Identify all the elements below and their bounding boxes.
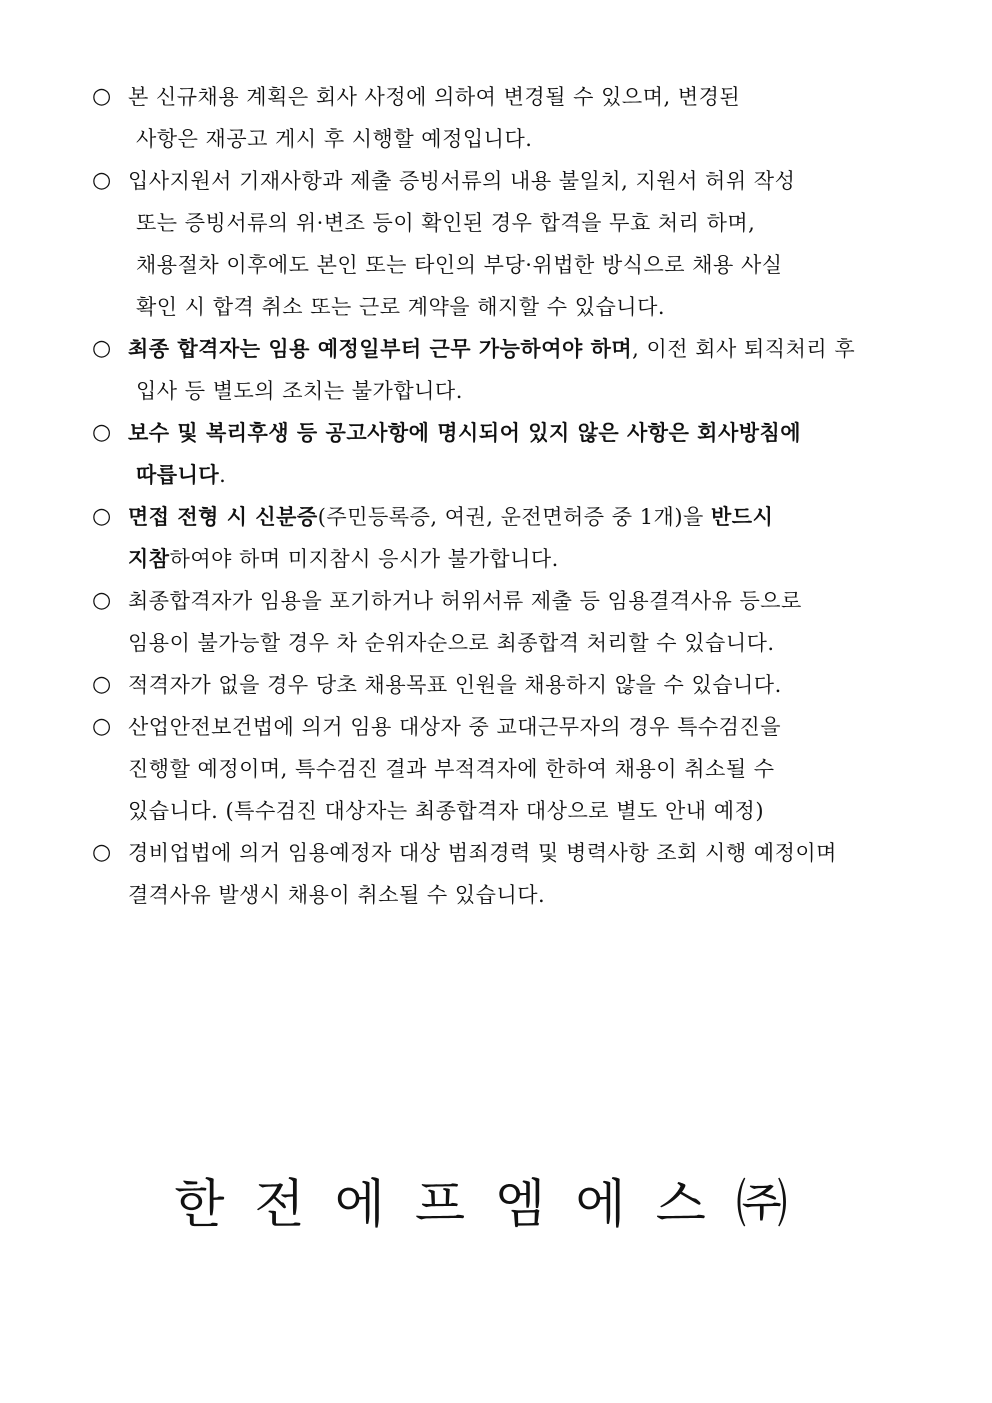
notice-item xyxy=(92,664,922,706)
circle-bullet-icon: ○ xyxy=(92,714,112,739)
notice-item xyxy=(92,832,922,916)
notice-line xyxy=(128,790,922,832)
notice-text: 채용절차 이후에도 본인 또는 타인의 부당·위법한 방식으로 채용 사실 xyxy=(136,253,783,277)
notice-text: 본 신규채용 계획은 회사 사정에 의하여 변경될 수 있으며, 변경된 xyxy=(128,85,741,109)
notice-text: 최종합격자가 임용을 포기하거나 허위서류 제출 등 임용결격사유 등으로 xyxy=(128,589,802,613)
notice-item xyxy=(92,160,922,328)
circle-bullet-icon: ○ xyxy=(92,84,112,109)
circle-bullet-icon: ○ xyxy=(92,420,112,445)
notice-text: . xyxy=(219,463,227,487)
notice-item xyxy=(92,328,922,412)
notice-line xyxy=(128,454,922,496)
notice-line xyxy=(128,496,922,538)
notice-text: , 이전 회사 퇴직처리 후 xyxy=(632,337,856,361)
notice-text: 사항은 재공고 게시 후 시행할 예정입니다. xyxy=(136,127,533,151)
notice-item xyxy=(92,412,922,496)
notice-line xyxy=(128,76,922,118)
notice-line xyxy=(128,160,922,202)
notice-item xyxy=(92,496,922,580)
notice-line xyxy=(128,202,922,244)
circle-bullet-icon: ○ xyxy=(92,504,112,529)
notice-line xyxy=(128,874,922,916)
notice-text: 진행할 예정이며, 특수검진 결과 부적격자에 한하여 채용이 취소될 수 xyxy=(128,757,775,781)
emphasis-text: 지참 xyxy=(128,546,170,571)
notice-line xyxy=(128,370,922,412)
notice-line xyxy=(128,538,922,580)
notice-item xyxy=(92,706,922,832)
notice-list xyxy=(92,76,922,916)
notice-line xyxy=(128,748,922,790)
circle-bullet-icon: ○ xyxy=(92,336,112,361)
notice-line xyxy=(128,664,922,706)
notice-line xyxy=(128,286,922,328)
notice-text: 결격사유 발생시 채용이 취소될 수 있습니다. xyxy=(128,883,546,907)
notice-text: 산업안전보건법에 의거 임용 대상자 중 교대근무자의 경우 특수검진을 xyxy=(128,715,782,739)
emphasis-text: 면접 전형 시 신분증 xyxy=(128,504,318,529)
emphasis-text: 따릅니다 xyxy=(136,462,220,487)
notice-text: 입사지원서 기재사항과 제출 증빙서류의 내용 불일치, 지원서 허위 작성 xyxy=(128,169,796,193)
notice-line xyxy=(128,832,922,874)
notice-line xyxy=(128,622,922,664)
notice-text: 확인 시 합격 취소 또는 근로 계약을 해지할 수 있습니다. xyxy=(136,295,666,319)
notice-text: 임용이 불가능할 경우 차 순위자순으로 최종합격 처리할 수 있습니다. xyxy=(128,631,775,655)
notice-item xyxy=(92,76,922,160)
notice-line xyxy=(128,244,922,286)
notice-line xyxy=(128,706,922,748)
circle-bullet-icon: ○ xyxy=(92,672,112,697)
notice-text: 경비업법에 의거 임용예정자 대상 범죄경력 및 병력사항 조회 시행 예정이며 xyxy=(128,841,837,865)
notice-line xyxy=(128,328,922,370)
emphasis-text: 보수 및 복리후생 등 공고사항에 명시되어 있지 않은 사항은 회사방침에 xyxy=(128,420,802,445)
company-name: 한전에프엠에스㈜ xyxy=(174,1175,818,1235)
circle-bullet-icon: ○ xyxy=(92,168,112,193)
notice-text: 또는 증빙서류의 위·변조 등이 확인된 경우 합격을 무효 처리 하며, xyxy=(136,211,756,235)
circle-bullet-icon: ○ xyxy=(92,840,112,865)
notice-text: 있습니다. (특수검진 대상자는 최종합격자 대상으로 별도 안내 예정) xyxy=(128,799,765,823)
emphasis-text: 최종 합격자는 임용 예정일부터 근무 가능하여야 하며 xyxy=(128,336,633,361)
notice-text: 하여야 하며 미지참시 응시가 불가합니다. xyxy=(169,547,559,571)
emphasis-text: 반드시 xyxy=(711,504,774,529)
notice-text: (주민등록증, 여권, 운전면허증 중 1개)을 xyxy=(317,505,711,529)
notice-line xyxy=(128,580,922,622)
circle-bullet-icon: ○ xyxy=(92,588,112,613)
notice-item xyxy=(92,580,922,664)
notice-line xyxy=(128,118,922,160)
notice-line xyxy=(128,412,922,454)
notice-text: 적격자가 없을 경우 당초 채용목표 인원을 채용하지 않을 수 있습니다. xyxy=(128,673,782,697)
notice-text: 입사 등 별도의 조치는 불가합니다. xyxy=(136,379,463,403)
